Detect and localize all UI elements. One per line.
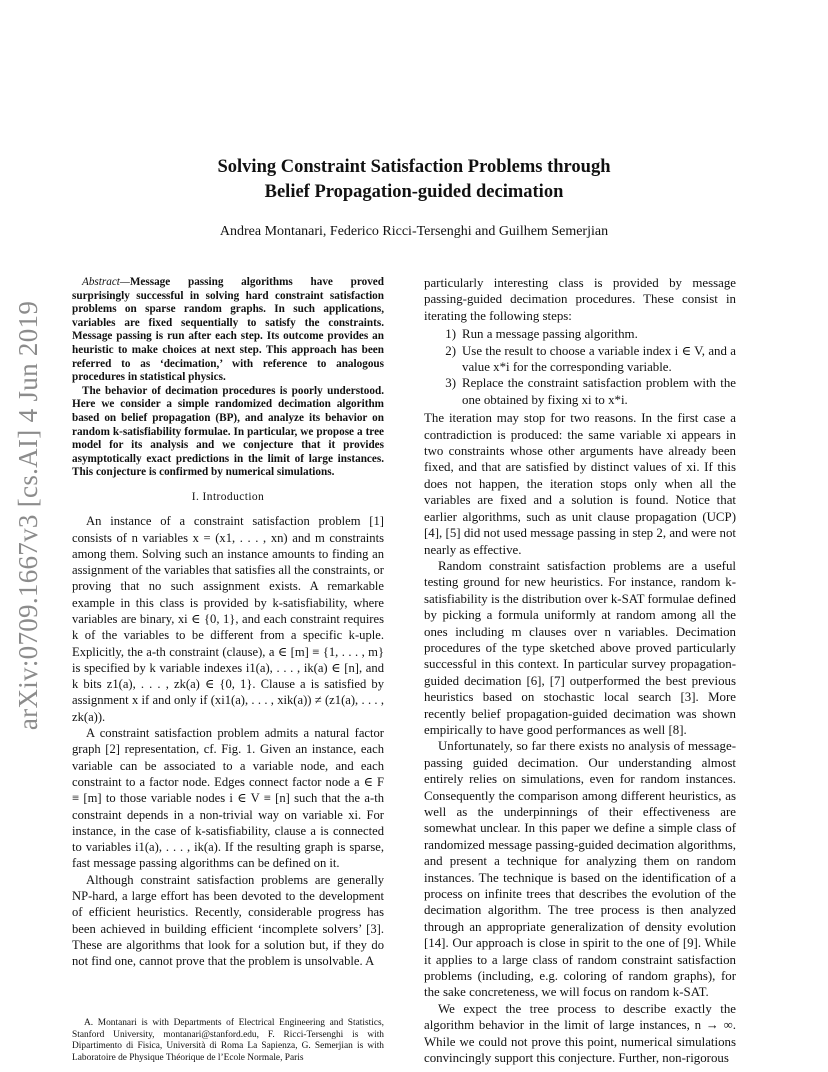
list-item: [424, 375, 736, 408]
step-text: Use the result to choose a variable index i ∈ V, and a value x*i for the corresponding variable.: [462, 343, 736, 375]
abstract: [72, 276, 384, 480]
list-item: [424, 343, 736, 376]
step-text: Run a message passing algorithm.: [462, 327, 638, 342]
title-line-1: Solving Constraint Satisfaction Problems through: [217, 157, 611, 177]
step-number: 1): [445, 327, 456, 342]
author-list: Andrea Montanari, Federico Ricci-Tersenghi and Guilhem Semerjian: [219, 224, 609, 239]
list-item: [424, 326, 736, 342]
step-text: Replace the constraint satisfaction problem with the one obtained by fixing xi to x*i.: [462, 376, 736, 407]
right-column: [424, 275, 736, 1067]
left-column: [72, 276, 384, 970]
intro-paragraph-3: Although constraint satisfaction problems are generally NP-hard, a large effort has been devoted to the development of efficient heuristics. Recently, considerable progress has been achieved in building efficient ‘incomplete solvers’ [3]. These are algorithms that look for a solution but, if they do not find one, cannot prove that the problem is unsolvable. A: [72, 872, 384, 969]
arxiv-id-text: arXiv:0709.1667v3 [cs.AI] 4 Jun 2019: [13, 300, 44, 730]
abstract-paragraph-1: [72, 276, 384, 385]
intro-paragraph-1: An instance of a constraint satisfaction problem [1] consists of n variables x = (x1, . . . , xn) and m constraints among them. Solving such an instance amounts to finding an assignment of the variables that satisfies all the constraints, or proving that no such assignment exists. A remarkable example in this class is provided by k-satisfiability, where variables are binary, xi ∈ {0, 1}, and each constraint requires k of the variables to be different from a specific k-uple. Explicitly, the a-th constraint (clause), a ∈ [m] ≡ {1, . . . , m} is specified by k variable indexes i1(a), . . . , ik(a) ∈ [n], and k bits z1(a), . . . , zk(a) ∈ {0, 1}. Clause a is satisfied by assignment x if and only if (xi1(a), . . . , xik(a)) ≠ (z1(a), . . . , zk(a)).: [72, 514, 384, 724]
abstract-paragraph-2: The behavior of decimation procedures is poorly understood. Here we consider a simple randomized decimation algorithm based on belief propagation (BP), and analyze its behavior on random k-satisfiability formulae. In particular, we propose a tree model for its analysis and we conjecture that it provides asymptotically exact predictions in the limit of large instances. This conjecture is confirmed by numerical simulations.: [72, 384, 384, 479]
author-affiliation-footnote: [72, 1018, 384, 1064]
right-paragraph-4: Unfortunately, so far there exists no analysis of message-passing guided decimation. Our understanding almost entirely relies on simulations, even for random instances. Consequently the comparison among different heuristics, as well as the underpinnings of their effectiveness are somewhat unclear. In this paper we define a simple class of randomized message passing-guided decimation algorithms, and present a technique for analyzing them on random instances. The technique is based on the identification of a process on infinite trees that describes the evolution of the decimation algorithm. The tree process is then analyzed through an appropriate generalization of density evolution [14]. Our approach is close in spirit to the one of [9]. While it applies to a large class of random constraint satisfaction problems (including, e.g. coloring of random graphs), for the sake concreteness, we will focus on random k-SAT.: [424, 739, 736, 1000]
footnote-text: A. Montanari is with Departments of Electrical Engineering and Statistics, Stanford University, montanari@stanford.edu, F. Ricci-Tersenghi is with Dipartimento di Fisica, Università di Roma La Sapienza, G. Semerjian is with Laboratoire de Physique Théorique de l’Ecole Normale, Paris: [72, 1018, 384, 1063]
abstract-text-1: Message passing algorithms have proved surprisingly successful in solving hard constraint satisfaction problems on sparse random graphs. In such applications, variables are fixed sequentially to satisfy the constraints. Message passing is run after each step. Its outcome provides an heuristic to make choices at next step. This approach has been referred to as ‘decimation,’ with reference to analogous procedures in statistical physics.: [72, 276, 384, 384]
title-line-2: Belief Propagation-guided decimation: [264, 182, 564, 202]
right-paragraph-3: Random constraint satisfaction problems are a useful testing ground for new heuristics. For instance, random k-satisfiability is the distribution over k-SAT formulae defined by picking a formula uniformly at random among all the ones including m clauses over n variables. Decimation procedures of the type sketched above proved particularly successful in this context. In particular survey propagation-guided decimation [6], [7] outperformed the best previous heuristics based on stochastic local search [3]. More recently belief propagation-guided decimation was shown empirically to have good performances as well [8].: [424, 558, 736, 737]
right-paragraph-5: We expect the tree process to describe exactly the algorithm behavior in the limit of large instances, n → ∞. While we could not prove this point, numerical simulations convincingly support this conjecture. Further, non-rigorous: [424, 1001, 736, 1066]
section-heading-introduction: I. Introduction: [191, 490, 265, 503]
intro-paragraph-2: A constraint satisfaction problem admits a natural factor graph [2] representation, cf. Fig. 1. Given an instance, each variable can be associated to a variable node, and each constraint to a factor node. Edges connect factor node a ∈ F ≡ [m] to those variable nodes i ∈ V ≡ [n] such that the a-th constraint depends in a non-trivial way on variable xi. For instance, in the case of k-satisfiability, clause a is connected to variables i1(a), . . . , ik(a). If the resulting graph is sparse, fast message passing algorithms can be defined on it.: [72, 726, 384, 871]
right-paragraph-2: The iteration may stop for two reasons. In the first case a contradiction is produced: the same variable xi appears in two constraints whose other arguments have already been fixed, and that are satisfied by distinct values of xi. If this does not happen, the iteration stops only when all the variables are fixed and a solution is found. Notice that earlier algorithms, such as unit clause propagation (UCP) [4], [5] did not used message passing in step 2, and were not nearly as effective.: [424, 411, 736, 557]
abstract-lead: Abstract—: [82, 276, 130, 288]
paper-title: [0, 155, 828, 205]
right-paragraph-1: particularly interesting class is provided by message passing-guided decimation procedures. These consist in iterating the following steps:: [424, 276, 736, 323]
arxiv-identifier-stamp: [12, 285, 46, 745]
decimation-steps-list: [424, 326, 736, 408]
step-number: 2): [445, 343, 456, 358]
step-number: 3): [445, 376, 456, 391]
